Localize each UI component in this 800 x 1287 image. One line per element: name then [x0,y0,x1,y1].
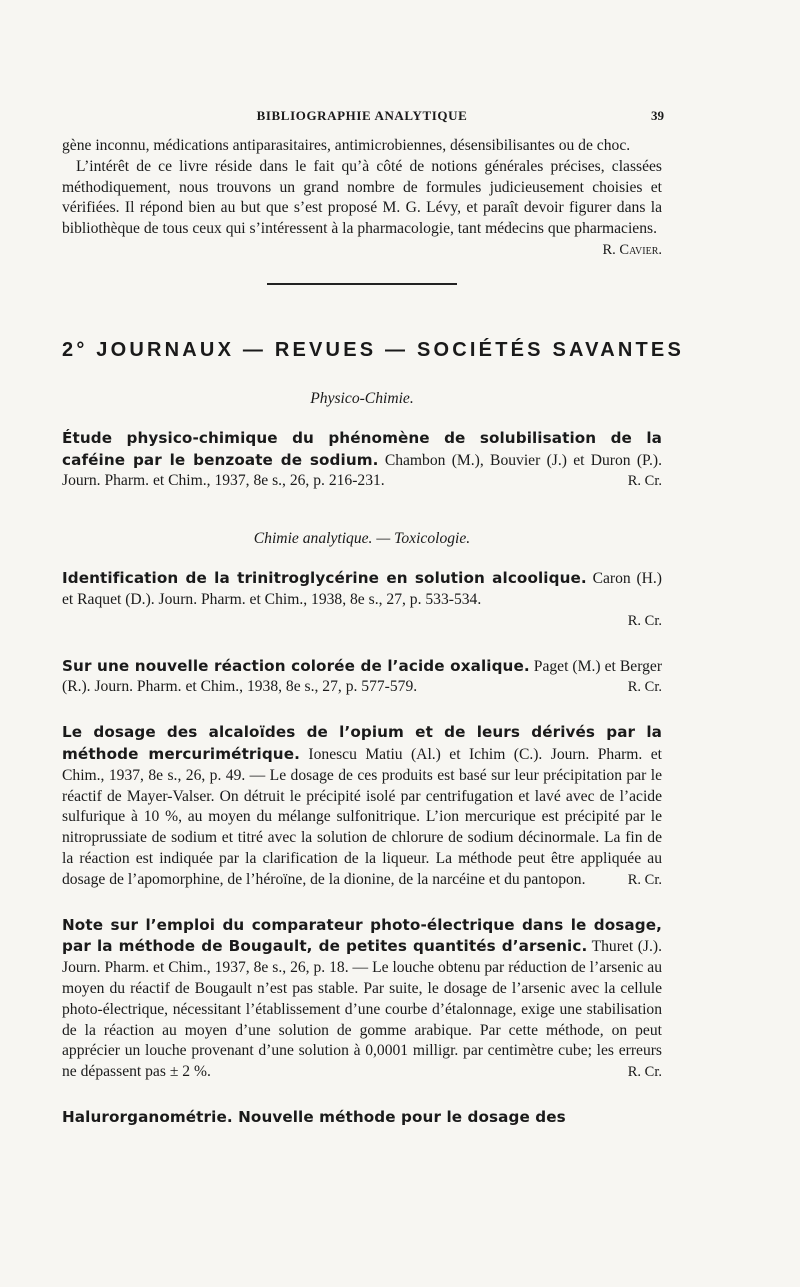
entry-text: Thuret (J.). Journ. Pharm. et Chim., 1937, 8e s., 26, p. 18. — Le louche obtenu par réduction de l’arsenic au moyen du réactif de Bougault n’est pas stable. Par suite, le dosage de l’arsenic avec la cellule photo-électrique, nécessitant l’établissement d’une courbe d’étalonnage, exige une stabilisation de la réaction au moyen d’une solution de gomme arabique. Par cette méthode, on peut apprécier un louche provenant d’une solution à 0,0001 milligr. par centimètre cube; les erreurs ne dépassent pas ± 2 %. [62,938,662,1081]
entry-title: Identification de la trinitroglycérine en solution alcoolique. [62,569,587,588]
entry-cafeine [62,428,662,492]
entry-signature: R. Cr. [627,679,662,696]
entry-alcaloides-opium [62,722,662,890]
entry-title: Étude physico-chimique du phénomène de solubilisation de la caféine par le benzoate de sodium. [62,428,662,469]
review-signature: R. Cavier. [602,241,662,258]
entry-signature: R. Cr. [627,612,662,629]
rubric-chimie-analytique: Chimie analytique. — Toxicologie. [253,530,471,548]
entry-title: Le dosage des alcaloïdes de l’opium et de leurs dérivés par la méthode mercurimétrique. [62,723,662,763]
entry-signature: R. Cr. [627,1064,662,1081]
section-divider [267,283,457,285]
entry-trinitroglycerine [62,568,662,631]
entry-text: Ionescu Matiu (Al.) et Ichim (C.). Journ. Pharm. et Chim., 1937, 8e s., 26, p. 49. — Le dosage de ces produits est basé sur leur précipitation par le réactif de Mayer-Valser. On détruit le précipité isolé par centrifugation et lavé avec de l’acide sulfurique à 10 %, au moyen du mélange sulfonitrique. L’ion mercurique est précipité par le nitroprussiate de sodium et titré avec la solution de chlorure de sodium décinormale. La fin de la réaction est indiquée par la clarification de la liqueur. La méthode peut être appliquée au dosage de l’apomorphine, de l’héroïne, de la dionine, de la narcéine et du pantopon. [62,745,663,888]
review-paragraph-1: gène inconnu, médications antiparasitaires, antimicrobiennes, désensibilisantes ou de choc. [62,137,631,154]
entry-arsenic [62,915,662,1083]
page [62,100,685,1129]
rubric-physico-chimie: Physico-Chimie. [310,389,414,407]
entry-signature: R. Cr. [627,473,662,490]
section-heading: 2° JOURNAUX — REVUES — SOCIÉTÉS SAVANTES [62,338,685,361]
entry-signature: R. Cr. [627,871,662,888]
entry-text: Chambon (M.), Bouvier (J.) et Duron (P.). Journ. Pharm. et Chim., 1937, 8e s., 26, p. 216-231. [62,451,662,490]
running-head-title: BIBLIOGRAPHIE ANALYTIQUE [256,108,468,123]
review-paragraph-2: L’intérêt de ce livre réside dans le fait qu’à côté de notions générales précises, classées méthodiquement, nous trouvons un grand nombre de formules judicieusement choisies et vérifiées. Il répond bien au but que s’est proposé M. G. Lévy, et paraît devoir figurer dans la bibliothèque de tous ceux qui s’intéressent à la pharmacologie, tant médecins que pharmaciens. [62,157,662,238]
entry-acide-oxalique [62,656,662,699]
entry-halurorganometrie [62,1107,662,1129]
entry-title: Halurorganométrie. Nouvelle méthode pour le dosage des [62,1107,566,1126]
entry-title: Note sur l’emploi du comparateur photo-électrique dans le dosage, par la méthode de Bougault, de petites quantités d’arsenic. [62,915,662,956]
entry-text: Caron (H.) et Raquet (D.). Journ. Pharm. et Chim., 1938, 8e s., 27, p. 533-534. [62,570,662,608]
entry-text: Paget (M.) et Berger (R.). Journ. Pharm. et Chim., 1938, 8e s., 27, p. 577-579. [62,657,663,696]
running-head [62,100,662,122]
entry-title: Sur une nouvelle réaction colorée de l’acide oxalique. [62,656,530,675]
page-number: 39 [651,108,664,123]
